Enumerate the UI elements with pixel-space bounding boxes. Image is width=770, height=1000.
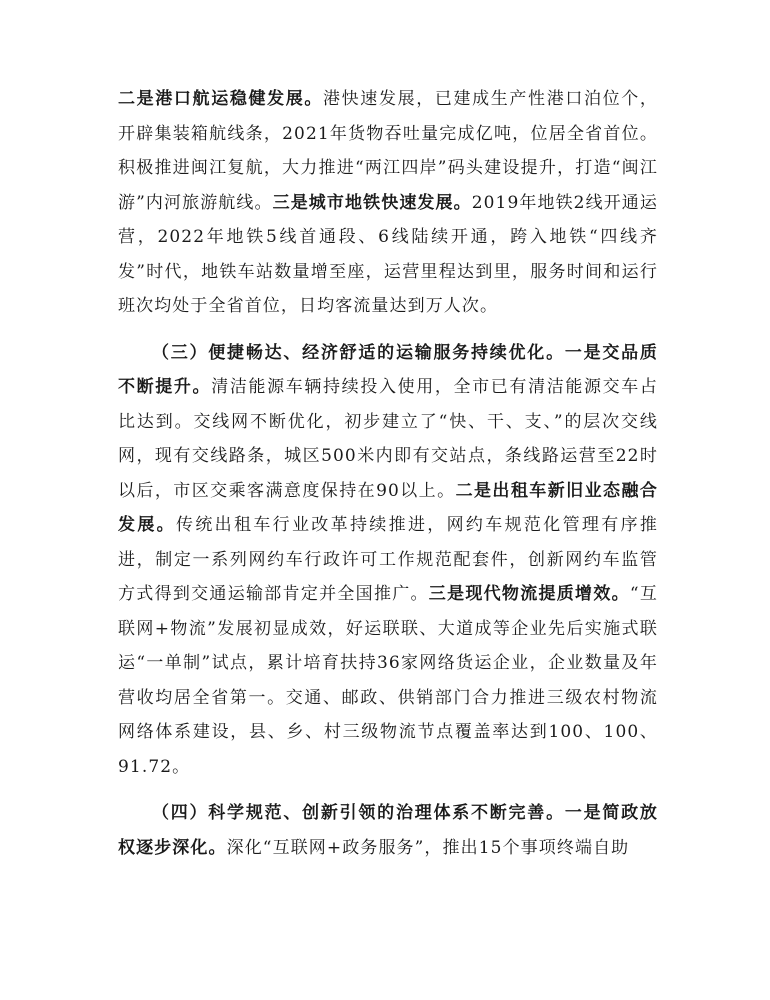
paragraph-governance: [118, 796, 658, 865]
body-text: 港快速发展，已建成生产性港口泊位个，开辟集装箱航线条，2021年货物吞吐量完成亿吨，位居全省首位。积极推进闽江复航，大力推进“两江四岸”码头建设提升，打造“闽江游”内河旅游航线。: [118, 89, 658, 213]
document-page: [118, 82, 658, 865]
heading-port-shipping: 二是港口航运稳健发展。: [118, 89, 324, 109]
heading-metro: 三是城市地铁快速发展。: [272, 192, 472, 213]
heading-taxi: 二是出租车新旧业态融合发展。: [118, 480, 659, 535]
paragraph-port-metro: [118, 82, 658, 324]
body-text: 2019年地铁2线开通运营，2022年地铁5线首通段、6线陆续开通，跨入地铁“四线齐发”时代，地铁车站数量增至座，运营里程达到里，服务时间和运行班次均处于全省首位，日均客流量达到万人次。: [118, 192, 659, 316]
section-heading-4: （四）科学规范、创新引领的治理体系不断完善。一是简政放权逐步深化。: [118, 803, 658, 858]
body-text: 传统出租车行业改革持续推进，网约车规范化管理有序推进，制定一系列网约车行政许可工作规范配套件，创新网约车监管方式得到交通运输部肯定并全国推广。: [118, 515, 658, 604]
body-text: 清洁能源车辆持续投入使用，全市已有清洁能源交车占比达到。交线网不断优化，初步建立了“快、干、支、”的层次交线网，现有交线路条，城区500米内即有交站点，条线路运营至22时以后，市区交乘客满意度保持在90以上。: [118, 377, 659, 501]
body-text: 深化“互联网+政务服务”，推出15个事项终端自助: [226, 837, 630, 858]
heading-logistics: 三是现代物流提质增效。: [428, 584, 630, 604]
body-text: “互联网+物流”发展初显成效，好运联联、大道成等企业先后实施式联运“一单制”试点，累计培育扶持36家网络货运企业，企业数量及年营收均居全省第一。交通、邮政、供销部门合力推进三级农村物流网络体系建设，县、乡、村三级物流节点覆盖率达到100、100、91.72。: [118, 584, 658, 777]
section-heading-3: （三）便捷畅达、经济舒适的运输服务持续优化。一是交品质不断提升。: [118, 342, 658, 397]
paragraph-transport-services: [118, 336, 658, 785]
